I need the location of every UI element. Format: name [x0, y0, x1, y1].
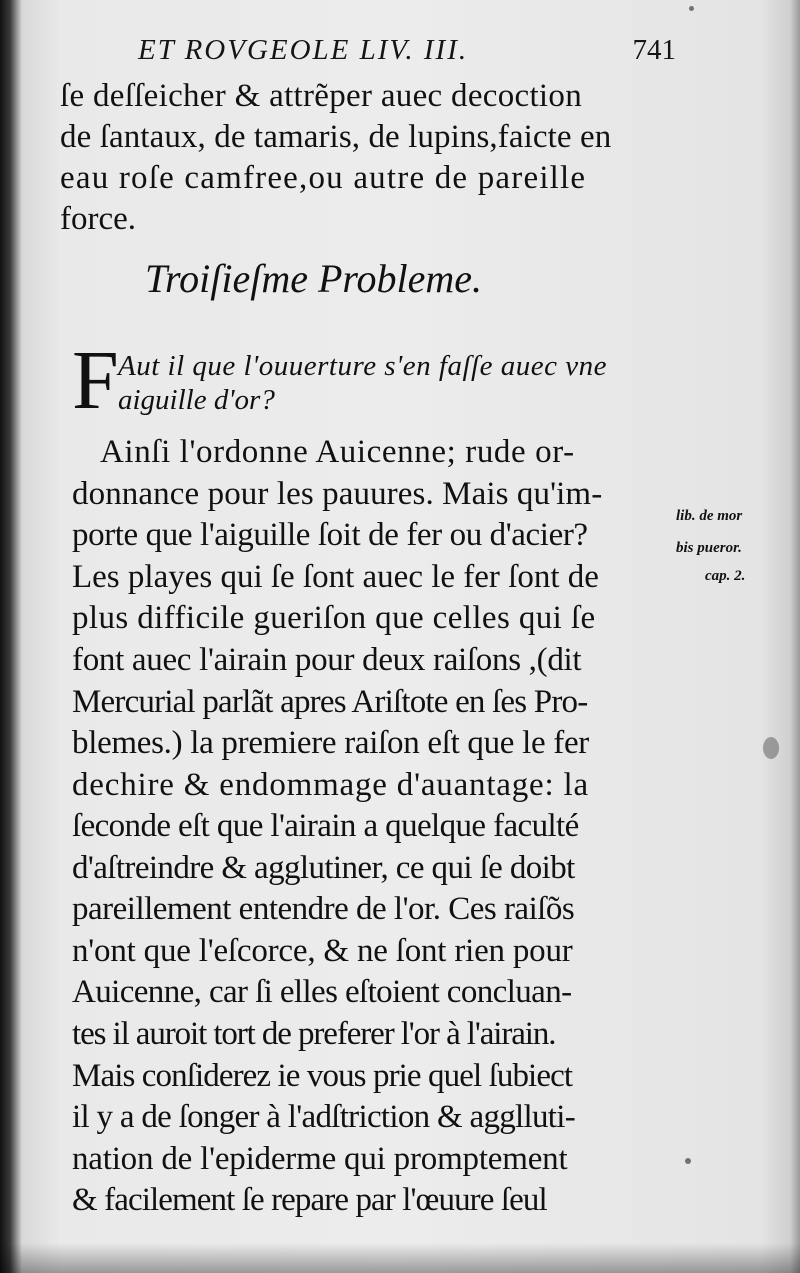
marginal-note-line-3: cap. 2.: [705, 568, 746, 584]
running-head: [138, 28, 676, 76]
ink-spot: [763, 737, 779, 759]
body-line: blemes.) la premiere raiſon eſt que le fer: [72, 725, 589, 761]
page-number: 741: [632, 34, 676, 66]
body-paragraph: [0, 432, 700, 1218]
opening-line: force.: [60, 201, 137, 237]
body-line: d'aſtreindre & agglutiner, ce qui ſe doibt: [72, 850, 575, 886]
body-line: Mercurial parlãt apres Ariſtote en ſes Pro-: [72, 684, 588, 720]
body-line: Mais conſiderez ie vous prie quel ſubiect: [72, 1058, 573, 1094]
opening-paragraph: [60, 76, 680, 236]
body-line: nation de l'epiderme qui promptement: [72, 1141, 568, 1177]
body-line: il y a de ſonger à l'adſtriction & agglluti-: [72, 1099, 576, 1135]
body-line: Ainſi l'ordonne Auicenne; rude or-: [100, 434, 575, 470]
section-heading: Troiſieſme Probleme.: [145, 256, 482, 301]
opening-line: ſe deſſeicher & attrẽper auec decoction: [60, 78, 582, 114]
question-line-1: Aut il que l'ouuerture s'en faſſe auec vne: [118, 350, 607, 382]
body-line: & facilement ſe repare par l'œuure ſeul: [72, 1182, 547, 1218]
body-line: tes il auroit tort de preferer l'or à l'airain.: [72, 1016, 556, 1052]
body-line: dechire & endommage d'auantage: la: [72, 767, 589, 803]
body-line: plus difficile gueriſon que celles qui ſe: [72, 600, 596, 636]
body-line: ſeconde eſt que l'airain a quelque faculté: [72, 808, 579, 844]
running-head-title: ET ROVGEOLE LIV. III.: [138, 34, 469, 66]
ink-spot: [689, 6, 694, 11]
marginal-note-line-1: lib. de mor: [676, 508, 743, 524]
body-line: font auec l'airain pour deux raiſons ,(dit: [72, 642, 582, 678]
opening-line: de ſantaux, de tamaris, de lupins,faicte en: [60, 119, 612, 155]
body-line: porte que l'aiguille ſoit de fer ou d'acier?: [72, 517, 588, 553]
body-line: Auicenne, car ſi elles eſtoient concluan-: [72, 974, 572, 1010]
question-line-2: aiguille d'or?: [118, 384, 275, 416]
opening-line: eau roſe camfree,ou autre de pareille: [60, 160, 587, 196]
body-line: pareillement entendre de l'or. Ces raiſõs: [72, 891, 575, 927]
ink-spot: [685, 1158, 691, 1164]
marginal-note-line-2: bis pueror.: [676, 540, 742, 556]
body-line: Les playes qui ſe ſont auec le fer ſont de: [72, 559, 599, 595]
drop-cap: F: [72, 334, 119, 427]
body-line: donnance pour les pauures. Mais qu'im-: [72, 476, 603, 512]
body-line: n'ont que l'eſcorce, & ne ſont rien pour: [72, 933, 573, 969]
